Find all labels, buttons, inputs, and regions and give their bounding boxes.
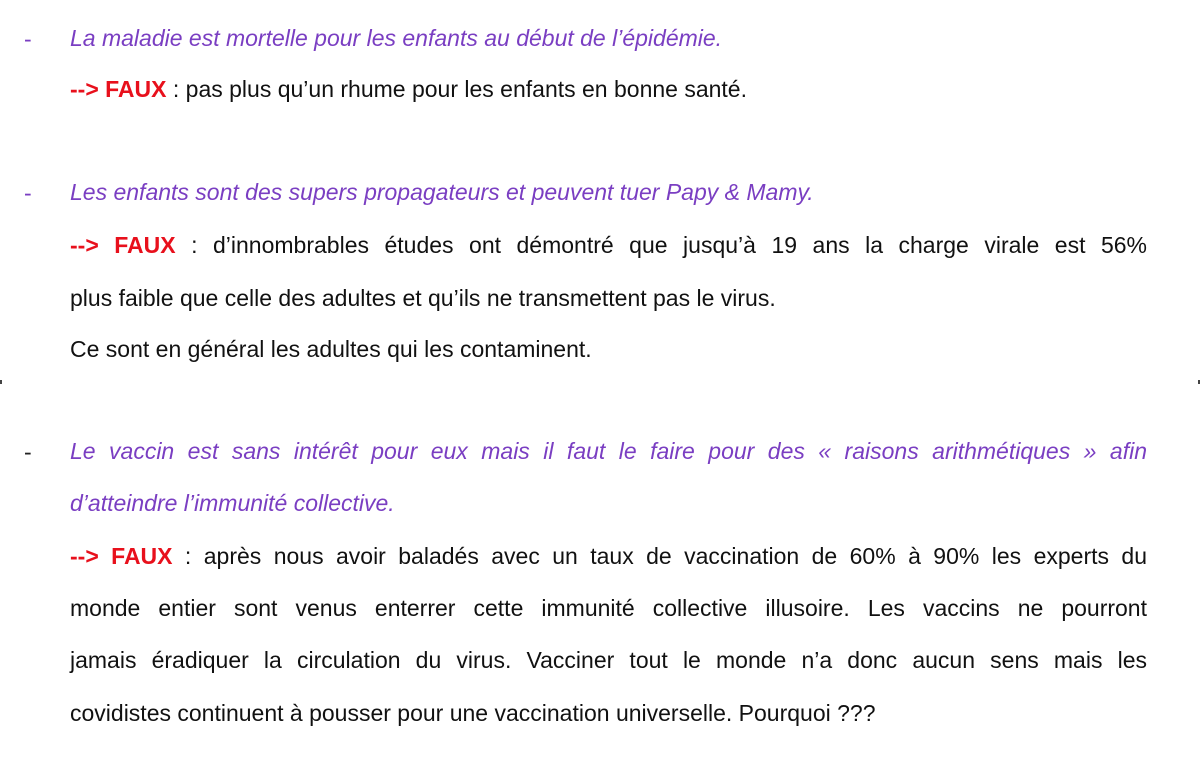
bullet-dash: -	[24, 180, 32, 206]
answer-line	[70, 230, 1147, 260]
answer-text: : pas plus qu’un rhume pour les enfants en bonne santé.	[166, 76, 747, 102]
bullet-dash: -	[24, 26, 32, 52]
claim-text: La maladie est mortelle pour les enfants au début de l’épidémie.	[70, 25, 723, 51]
verdict-label: FAUX	[111, 543, 173, 569]
answer-text: : d’innombrables études ont démontré que jusqu’à 19 ans la charge virale est 56%	[175, 232, 1148, 258]
answer-line: jamais éradiquer la circulation du virus. Vacciner tout le monde n’a donc aucun sens mais les	[70, 647, 1147, 673]
arrow-marker: -->	[70, 232, 99, 258]
answer-line	[70, 74, 747, 104]
arrow-marker: -->	[70, 76, 99, 102]
answer-line	[70, 541, 1147, 571]
claim-text: d’atteindre l’immunité collective.	[70, 490, 395, 516]
answer-line: covidistes continuent à pousser pour une vaccination universelle. Pourquoi ???	[70, 700, 876, 726]
answer-line: monde entier sont venus enterrer cette immunité collective illusoire. Les vaccins ne pourront	[70, 595, 1147, 621]
answer-line: Ce sont en général les adultes qui les contaminent.	[70, 336, 592, 362]
arrow-marker: -->	[70, 543, 99, 569]
answer-line: plus faible que celle des adultes et qu’ils ne transmettent pas le virus.	[70, 285, 776, 311]
left-margin-mark	[0, 380, 2, 384]
verdict-label: FAUX	[105, 76, 167, 102]
verdict-label: FAUX	[114, 232, 176, 258]
answer-text: : après nous avoir baladés avec un taux de vaccination de 60% à 90% les experts du	[172, 543, 1147, 569]
bullet-dash: -	[24, 439, 32, 465]
claim-text: Le vaccin est sans intérêt pour eux mais il faut le faire pour des « raisons arithmétiques » afin	[70, 438, 1147, 464]
claim-text: Les enfants sont des supers propagateurs et peuvent tuer Papy & Mamy.	[70, 179, 814, 205]
